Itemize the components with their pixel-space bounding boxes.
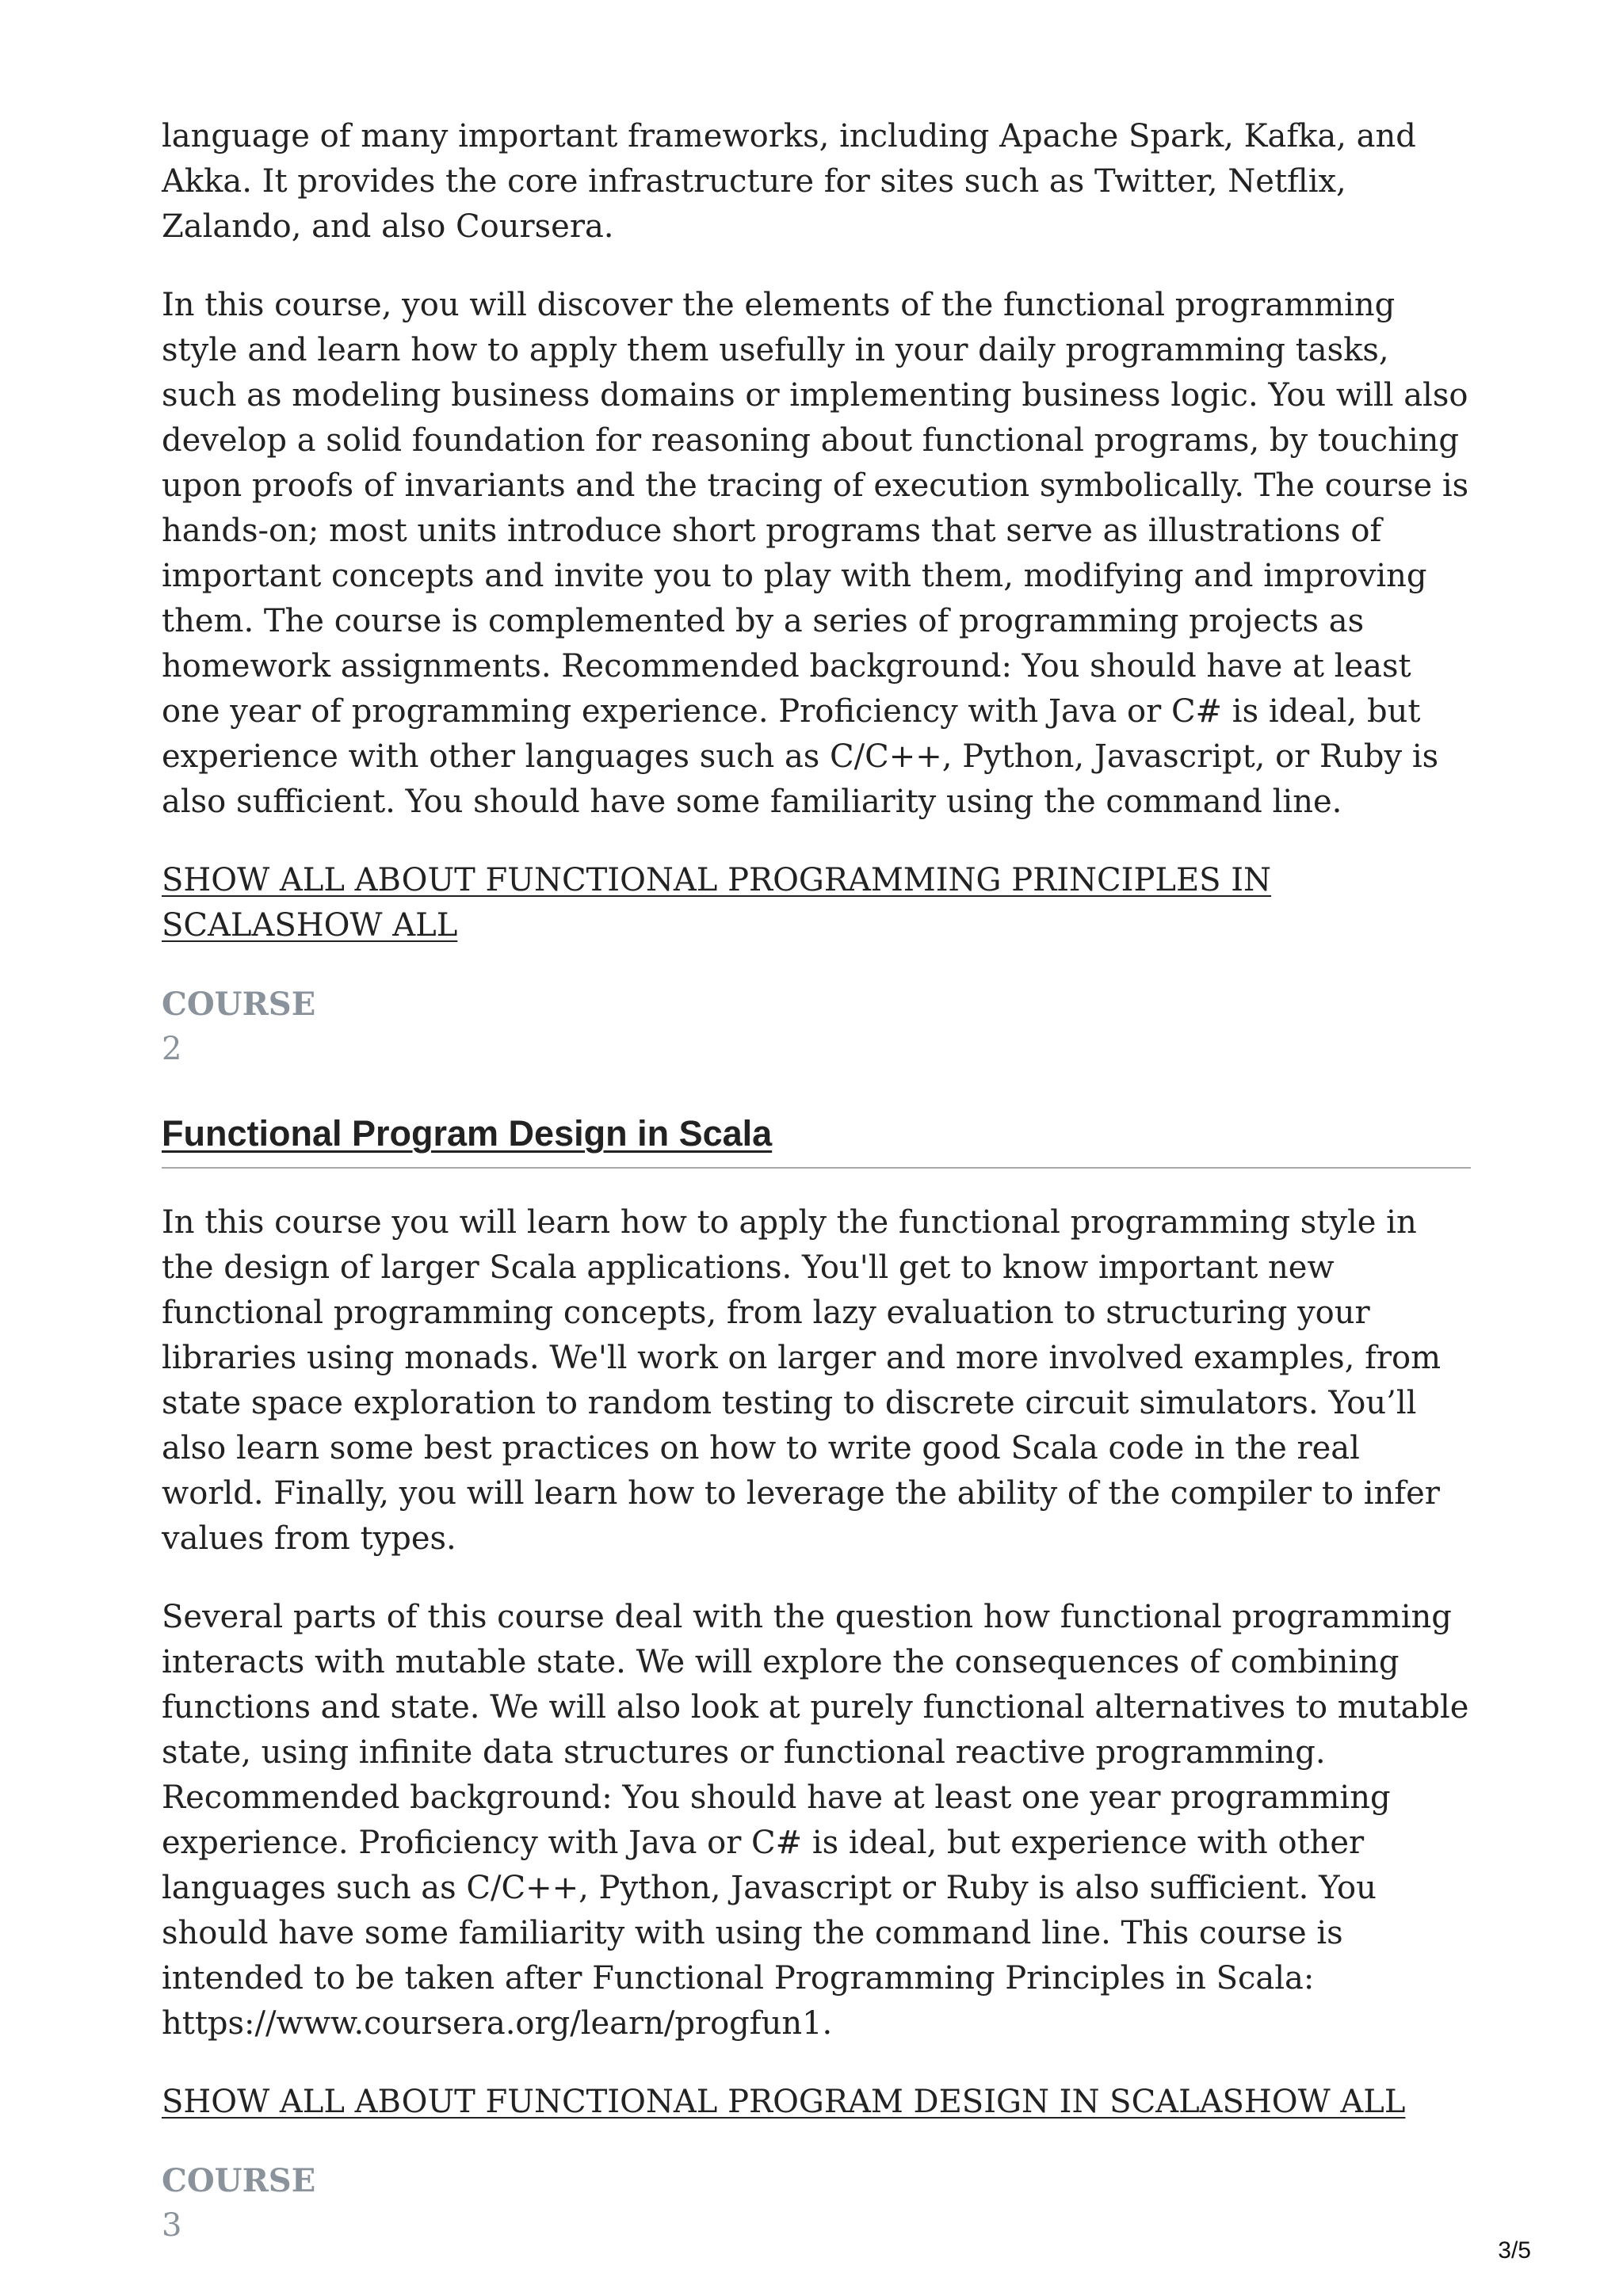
course1-description-continued: language of many important frameworks, including Apache Spark, Kafka, and Akka. It provides the core infrastructure for sites such as Twitter, Netflix, Zalando, and also Coursera. — [162, 118, 1416, 245]
course3-label: COURSE — [162, 2162, 316, 2199]
course3-number: 3 — [162, 2207, 182, 2244]
course2-description-2: Several parts of this course deal with the question how functional programming interacts with mutable state. We will explore the consequences of combining functions and state. We will also look at purely functional alternatives to mutable state, using infinite data structures or functional reactive programming. Recommended background: You should have at least one year programming experience. Proficiency with Java or C# is ideal, but experience with other languages such as C/C++, Python, Javascript or Ruby is also sufficient. You should have some familiarity with using the command line. This course is intended to be taken after Functional Programming Principles in Scala: https://www.coursera.org/learn/progfun1. — [162, 1599, 1469, 2042]
document-content — [162, 114, 1471, 2248]
show-all-course1-link[interactable]: SHOW ALL ABOUT FUNCTIONAL PROGRAMMING PRINCIPLES IN SCALASHOW ALL — [162, 862, 1272, 944]
course2-title-link[interactable]: Functional Program Design in Scala — [162, 1113, 773, 1154]
course2-label: COURSE — [162, 986, 316, 1023]
course2-number: 2 — [162, 1031, 182, 1067]
page-number: 3/5 — [1498, 2237, 1531, 2264]
course2-description-1: In this course you will learn how to apply the functional programming style in the design of larger Scala applications. You'll get to know important new functional programming concepts, from lazy evaluation to structuring your libraries using monads. We'll work on larger and more involved examples, from state space exploration to random testing to discrete circuit simulators. You’ll also learn some best practices on how to write good Scala code in the real world. Finally, you will learn how to leverage the ability of the compiler to infer values from types. — [162, 1204, 1442, 1557]
show-all-course2-link[interactable]: SHOW ALL ABOUT FUNCTIONAL PROGRAM DESIGN IN SCALASHOW ALL — [162, 2084, 1406, 2120]
course2-title-heading — [162, 1110, 1471, 1158]
course1-description: In this course, you will discover the elements of the functional programming style and learn how to apply them usefully in your daily programming tasks, such as modeling business domains or implementing business logic. You will also develop a solid foundation for reasoning about functional programs, by touching upon proofs of invariants and the tracing of execution symbolically. The course is hands-on; most units introduce short programs that serve as illustrations of important concepts and invite you to play with them, modifying and improving them. The course is complemented by a series of programming projects as homework assignments. Recommended background: You should have at least one year of programming experience. Proficiency with Java or C# is ideal, but experience with other languages such as C/C++, Python, Javascript, or Ruby is also sufficient. You should have some familiarity using the command line. — [162, 287, 1469, 820]
